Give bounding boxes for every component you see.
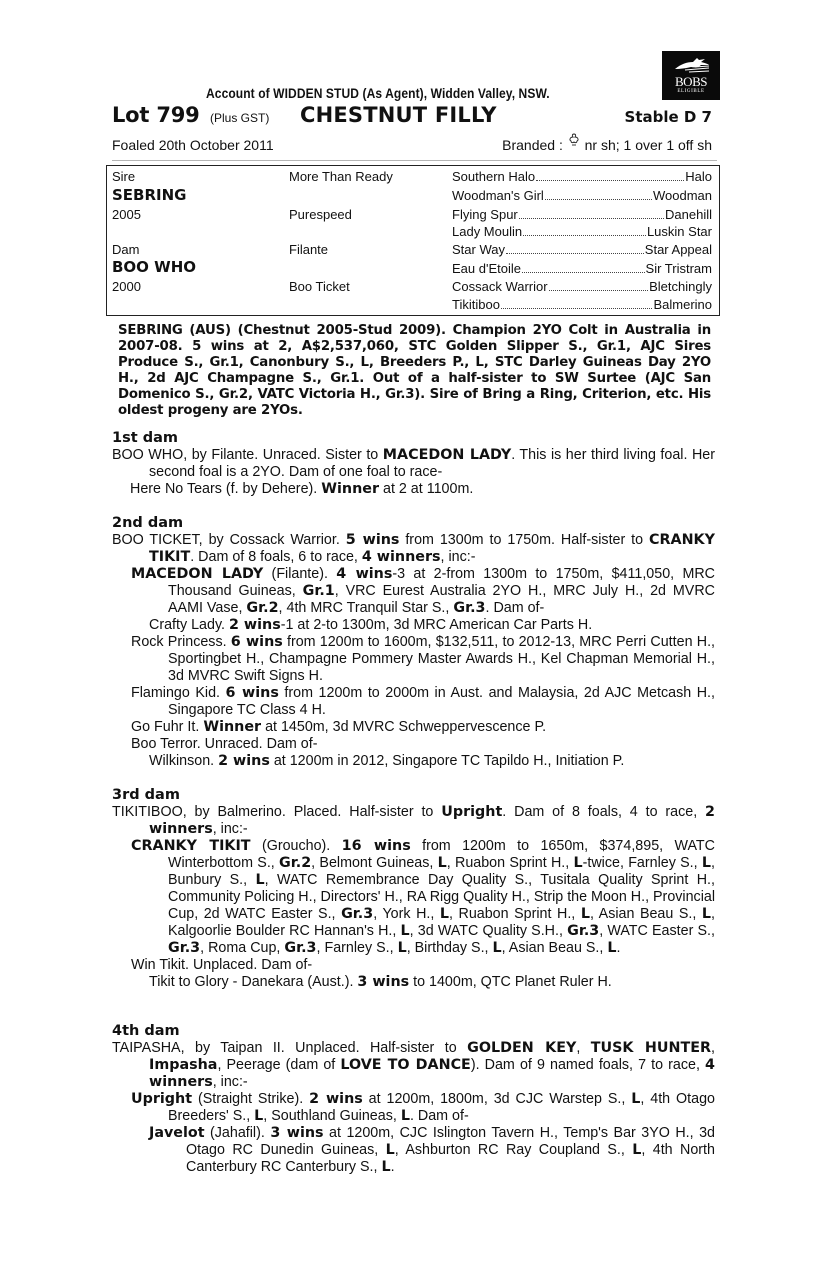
entry-text: Wilkinson. bbox=[149, 753, 219, 769]
pedigree-box bbox=[106, 165, 720, 316]
bold-highlight: L bbox=[701, 906, 712, 922]
entry-text: TIKITIBOO, by Balmerino. Placed. Half-sister to bbox=[112, 804, 442, 820]
bold-highlight: Gr.3 bbox=[567, 923, 600, 939]
grandparent-name: Flying Spur bbox=[452, 207, 518, 222]
grandparent-name: Southern Halo bbox=[452, 169, 536, 184]
pedigree-entry bbox=[112, 1125, 715, 1176]
grandparent-name: Star Way bbox=[452, 242, 505, 257]
entry-text: . bbox=[616, 940, 621, 956]
sire-dam: Purespeed bbox=[289, 207, 352, 222]
grandparent-row bbox=[452, 296, 712, 313]
bold-highlight: MACEDON LADY bbox=[131, 566, 264, 582]
entry-text: , 3d WATC Quality S.H., bbox=[409, 923, 568, 939]
entry-text: , Peerage (dam of bbox=[217, 1057, 341, 1073]
entry-text: , inc:- bbox=[440, 549, 476, 565]
pedigree-entry bbox=[112, 753, 715, 770]
bold-highlight: L bbox=[701, 855, 712, 871]
entry-text: , Farnley S., bbox=[316, 940, 398, 956]
pedigree-entry bbox=[112, 447, 715, 481]
entry-text: , WATC Easter S., bbox=[599, 923, 715, 939]
bold-highlight: Gr.3 bbox=[341, 906, 374, 922]
bold-highlight: L bbox=[400, 1108, 410, 1124]
pedigree-entry bbox=[112, 481, 715, 498]
entry-text: (Jahafil). bbox=[204, 1125, 271, 1141]
entry-text: (Straight Strike). bbox=[192, 1091, 310, 1107]
entry-text: , Ashburton RC Ray Coupland S., bbox=[394, 1142, 633, 1158]
dam-heading: 2nd dam bbox=[112, 515, 184, 531]
bold-highlight: L bbox=[255, 872, 265, 888]
entry-text: Tikit to Glory - Danekara (Aust.). bbox=[149, 974, 358, 990]
dam-paragraphs bbox=[112, 447, 715, 498]
entry-text: . Dam of 8 foals, 4 to race, bbox=[502, 804, 706, 820]
bobs-horse-icon bbox=[671, 55, 711, 75]
pedigree-entry bbox=[112, 957, 715, 974]
logo-title: BOBS bbox=[675, 74, 707, 89]
pedigree-entry bbox=[112, 685, 715, 719]
entry-text: at 2 at 1100m. bbox=[379, 481, 474, 497]
bold-highlight: 16 wins bbox=[341, 838, 411, 854]
entry-text: . This is her third living foal. Her second foal is a 2YO. Dam of one foal to race- bbox=[149, 447, 715, 480]
lot-header bbox=[112, 103, 712, 129]
bold-highlight: L bbox=[607, 940, 617, 956]
dam-heading: 1st dam bbox=[112, 430, 178, 446]
entry-text: , Birthday S., bbox=[406, 940, 493, 956]
pedigree-entry bbox=[112, 1040, 715, 1091]
grandparent-sire: Luskin Star bbox=[646, 224, 712, 239]
entry-text: to 1400m, QTC Planet Ruler H. bbox=[409, 974, 612, 990]
entry-text: , Bunbury S., bbox=[168, 855, 715, 888]
sire-name: SEBRING bbox=[112, 186, 187, 204]
bold-highlight: L bbox=[631, 1091, 641, 1107]
grandparent-sire: Sir Tristram bbox=[645, 261, 712, 276]
bold-highlight: Gr.2 bbox=[279, 855, 312, 871]
entry-text: . bbox=[390, 1159, 395, 1175]
bold-highlight: L bbox=[580, 906, 590, 922]
stable-location: Stable D 7 bbox=[624, 108, 712, 126]
entry-text: . Dam of- bbox=[485, 600, 545, 616]
bold-highlight: Winner bbox=[203, 719, 262, 735]
bold-highlight: L bbox=[397, 940, 407, 956]
foaled-date: Foaled 20th October 2011 bbox=[112, 137, 274, 153]
lot-gst-note: (Plus GST) bbox=[210, 111, 270, 125]
entry-text: Crafty Lady. bbox=[149, 617, 229, 633]
dam-label: Dam bbox=[112, 242, 140, 257]
entry-text: , 4th Otago Breeders' S., bbox=[168, 1091, 715, 1124]
grandparent-sire: Star Appeal bbox=[644, 242, 712, 257]
bold-highlight: L bbox=[400, 923, 410, 939]
bold-highlight: 2 winners bbox=[149, 804, 715, 837]
bold-highlight: 2 wins bbox=[229, 617, 281, 633]
entry-text: , 4th North Canterbury RC Canterbury S., bbox=[186, 1142, 715, 1175]
bold-highlight: L bbox=[437, 855, 447, 871]
entry-text: . Dam of- bbox=[409, 1108, 469, 1124]
entry-text: , York H., bbox=[373, 906, 440, 922]
sire-summary: SEBRING (AUS) (Chestnut 2005-Stud 2009). Champion 2YO Colt in Australia in 2007-08. 5 wins at 2, A$2,537,060, STC Golden Slipper S., Gr.1, AJC Sires Produce S., Gr.1, Canonbury S., L, Breeders P., L, STC Darley Guineas Day 2YO H., 2d AJC Champagne S., Gr.1. Out of a half-sister to SW Surtee (AJC San Domenico S., Gr.2, VATC Victoria H., Gr.3). Sire of Bring a Ring, Criterion, etc. His oldest progeny are 2YOs. bbox=[118, 323, 711, 418]
bold-highlight: Javelot bbox=[149, 1125, 205, 1141]
entry-text: Boo Terror. Unraced. Dam of- bbox=[131, 736, 318, 752]
dam-year: 2000 bbox=[112, 279, 141, 294]
bold-highlight: 6 wins bbox=[225, 685, 279, 701]
header-divider bbox=[112, 160, 717, 161]
entry-text: -1 at 2-to 1300m, 3d MRC American Car Parts H. bbox=[280, 617, 593, 633]
bold-highlight: 4 winners bbox=[149, 1057, 715, 1090]
entry-text: from 1300m to 1750m. Half-sister to bbox=[399, 532, 650, 548]
entry-text: , Asian Beau S., bbox=[501, 940, 608, 956]
grandparent-row bbox=[452, 241, 712, 258]
entry-text: , Asian Beau S., bbox=[589, 906, 702, 922]
bold-highlight: LOVE TO DANCE bbox=[340, 1057, 471, 1073]
entry-text: at 1200m, 1800m, 3d CJC Warstep S., bbox=[362, 1091, 632, 1107]
grandparent-name: Woodman's Girl bbox=[452, 188, 544, 203]
entry-text: ). Dam of 9 named foals, 7 to race, bbox=[470, 1057, 706, 1073]
bold-highlight: Upright bbox=[131, 1091, 193, 1107]
pedigree-entry bbox=[112, 719, 715, 736]
dam-heading: 4th dam bbox=[112, 1023, 180, 1039]
grandparent-sire: Bletchingly bbox=[649, 279, 712, 294]
branded-detail: nr sh; 1 over 1 off sh bbox=[584, 137, 712, 153]
entry-text: at 1200m in 2012, Singapore TC Tapildo H., Initiation P. bbox=[269, 753, 625, 769]
brand-info bbox=[502, 137, 712, 153]
sire-year: 2005 bbox=[112, 207, 141, 222]
pedigree-entry bbox=[112, 617, 715, 634]
entry-text: , 4th MRC Tranquil Star S., bbox=[278, 600, 454, 616]
pedigree-entry bbox=[112, 566, 715, 617]
entry-text: , inc:- bbox=[212, 821, 248, 837]
vendor-account-line: Account of WIDDEN STUD (As Agent), Widden Valley, NSW. bbox=[206, 85, 550, 101]
bold-highlight: L bbox=[381, 1159, 391, 1175]
entry-text: Flamingo Kid. bbox=[131, 685, 226, 701]
logo-subtitle: ELIGIBLE bbox=[677, 89, 705, 94]
bold-highlight: 4 winners bbox=[361, 549, 441, 565]
entry-text: BOO WHO, by Filante. Unraced. Sister to bbox=[112, 447, 383, 463]
bold-highlight: Winner bbox=[321, 481, 380, 497]
lot-number: Lot 799 bbox=[112, 103, 200, 127]
bold-highlight: MACEDON LADY bbox=[382, 447, 512, 463]
bold-highlight: 2 wins bbox=[218, 753, 270, 769]
bold-highlight: L bbox=[632, 1142, 642, 1158]
entry-text: , inc:- bbox=[212, 1074, 248, 1090]
entry-text: Go Fuhr It. bbox=[131, 719, 204, 735]
bold-highlight: Impasha bbox=[149, 1057, 218, 1073]
bold-highlight: L bbox=[254, 1108, 264, 1124]
bold-highlight: TUSK HUNTER bbox=[590, 1040, 711, 1056]
entry-text: , VRC Eurest Australia 2YO H., MRC July H., 2d MVRC AAMI Vase, bbox=[168, 583, 715, 616]
pedigree-entry bbox=[112, 974, 715, 991]
bold-highlight: Upright bbox=[441, 804, 503, 820]
entry-text: , Roma Cup, bbox=[200, 940, 285, 956]
grandparent-row bbox=[452, 223, 712, 240]
grandparent-sire: Halo bbox=[685, 169, 712, 184]
entry-text: , Southland Guineas, bbox=[263, 1108, 401, 1124]
bobs-eligible-logo bbox=[662, 51, 720, 100]
entry-text: , Ruabon Sprint H., bbox=[449, 906, 581, 922]
dam-paragraphs bbox=[112, 804, 715, 991]
bold-highlight: 4 wins bbox=[336, 566, 393, 582]
pedigree-entry bbox=[112, 736, 715, 753]
bold-highlight: CRANKY TIKIT bbox=[131, 838, 251, 854]
bold-highlight: L bbox=[573, 855, 583, 871]
bold-highlight: Gr.2 bbox=[246, 600, 279, 616]
entry-text: , Kalgoorlie Boulder RC Hannan's H., bbox=[168, 906, 715, 939]
entry-text: , WATC Remembrance Day Quality S., Tusitala Quality Sprint H., Community Policing H., Directors' H., RA Rigg Quality H., Strip the Moon H., Provincial Cup, 2d WATC Easter S., bbox=[168, 872, 715, 922]
dam-section-3 bbox=[112, 787, 715, 991]
branded-label: Branded : bbox=[502, 137, 563, 153]
dam-paragraphs bbox=[112, 532, 715, 770]
grandparent-row bbox=[452, 278, 712, 295]
bold-highlight: GOLDEN KEY bbox=[467, 1040, 577, 1056]
dam-heading: 3rd dam bbox=[112, 787, 180, 803]
bold-highlight: L bbox=[385, 1142, 395, 1158]
entry-text: , bbox=[711, 1040, 715, 1056]
entry-text: -twice, Farnley S., bbox=[582, 855, 702, 871]
entry-text: from 1200m to 1600m, $132,511, to 2012-13, MRC Perri Cutten H., Sportingbet H., Champagne Pommery Master Awards H., Kel Chapman Memorial H., 3d MVRC Swift Signs H. bbox=[168, 634, 716, 684]
bold-highlight: 3 wins bbox=[270, 1125, 324, 1141]
entry-text: (Filante). bbox=[263, 566, 337, 582]
entry-text: from 1200m to 2000m in Aust. and Malaysia, 2d AJC Metcash H., Singapore TC Class 4 H. bbox=[168, 685, 715, 718]
horse-description: CHESTNUT FILLY bbox=[300, 103, 497, 127]
dam-section-4 bbox=[112, 1023, 715, 1176]
bold-highlight: 6 wins bbox=[230, 634, 283, 650]
grandparent-name: Eau d'Etoile bbox=[452, 261, 521, 276]
entry-text: TAIPASHA, by Taipan II. Unplaced. Half-sister to bbox=[112, 1040, 468, 1056]
entry-text: . Dam of 8 foals, 6 to race, bbox=[190, 549, 362, 565]
pedigree-entry bbox=[112, 838, 715, 957]
dam-section-1 bbox=[112, 430, 715, 498]
grandparent-name: Lady Moulin bbox=[452, 224, 523, 239]
entry-text: from 1200m to 1650m, $374,895, WATC Winterbottom S., bbox=[168, 838, 715, 871]
dam-paragraphs bbox=[112, 1040, 715, 1176]
pedigree-entry bbox=[112, 532, 715, 566]
bold-highlight: L bbox=[439, 906, 449, 922]
entry-text: , Belmont Guineas, bbox=[311, 855, 438, 871]
grandparent-name: Tikitiboo bbox=[452, 297, 500, 312]
entry-text: at 1450m, 3d MVRC Schweppervescence P. bbox=[261, 719, 547, 735]
grandparent-sire: Woodman bbox=[652, 188, 712, 203]
entry-text: Win Tikit. Unplaced. Dam of- bbox=[131, 957, 313, 973]
bold-highlight: 5 wins bbox=[345, 532, 400, 548]
grandparent-row bbox=[452, 187, 712, 204]
entry-text: , bbox=[576, 1040, 591, 1056]
pedigree-entry bbox=[112, 634, 715, 685]
bold-highlight: Gr.1 bbox=[302, 583, 335, 599]
bold-highlight: Gr.3 bbox=[453, 600, 486, 616]
grandparent-row bbox=[452, 260, 712, 277]
bold-highlight: L bbox=[492, 940, 502, 956]
entry-text: Here No Tears (f. by Dehere). bbox=[130, 481, 322, 497]
grandparent-row bbox=[452, 168, 712, 185]
bold-highlight: Gr.3 bbox=[284, 940, 317, 956]
grandparent-name: Cossack Warrior bbox=[452, 279, 548, 294]
bold-highlight: CRANKY TIKIT bbox=[149, 532, 715, 565]
brand-mark-icon bbox=[567, 133, 581, 147]
entry-text: Rock Princess. bbox=[131, 634, 231, 650]
grandparent-sire: Danehill bbox=[665, 207, 712, 222]
pedigree-entry bbox=[112, 804, 715, 838]
dam-sire: Filante bbox=[289, 242, 329, 257]
pedigree-entry bbox=[112, 1091, 715, 1125]
sire-label: Sire bbox=[112, 169, 136, 184]
entry-text: -3 at 2-from 1300m to 1750m, $411,050, MRC Thousand Guineas, bbox=[168, 566, 716, 599]
entry-text: , Ruabon Sprint H., bbox=[446, 855, 574, 871]
bold-highlight: Gr.3 bbox=[168, 940, 201, 956]
bold-highlight: 2 wins bbox=[309, 1091, 363, 1107]
entry-text: at 1200m, CJC Islington Tavern H., Temp's Bar 3YO H., 3d Otago RC Dunedin Guineas, bbox=[186, 1125, 715, 1158]
dam-dam: Boo Ticket bbox=[289, 279, 350, 294]
bold-highlight: 3 wins bbox=[357, 974, 410, 990]
dam-section-2 bbox=[112, 515, 715, 770]
grandparent-row bbox=[452, 206, 712, 223]
dam-name: BOO WHO bbox=[112, 258, 197, 276]
entry-text: BOO TICKET, by Cossack Warrior. bbox=[112, 532, 346, 548]
grandparent-sire: Balmerino bbox=[653, 297, 712, 312]
entry-text: (Groucho). bbox=[250, 838, 342, 854]
sire-sire: More Than Ready bbox=[289, 169, 393, 184]
